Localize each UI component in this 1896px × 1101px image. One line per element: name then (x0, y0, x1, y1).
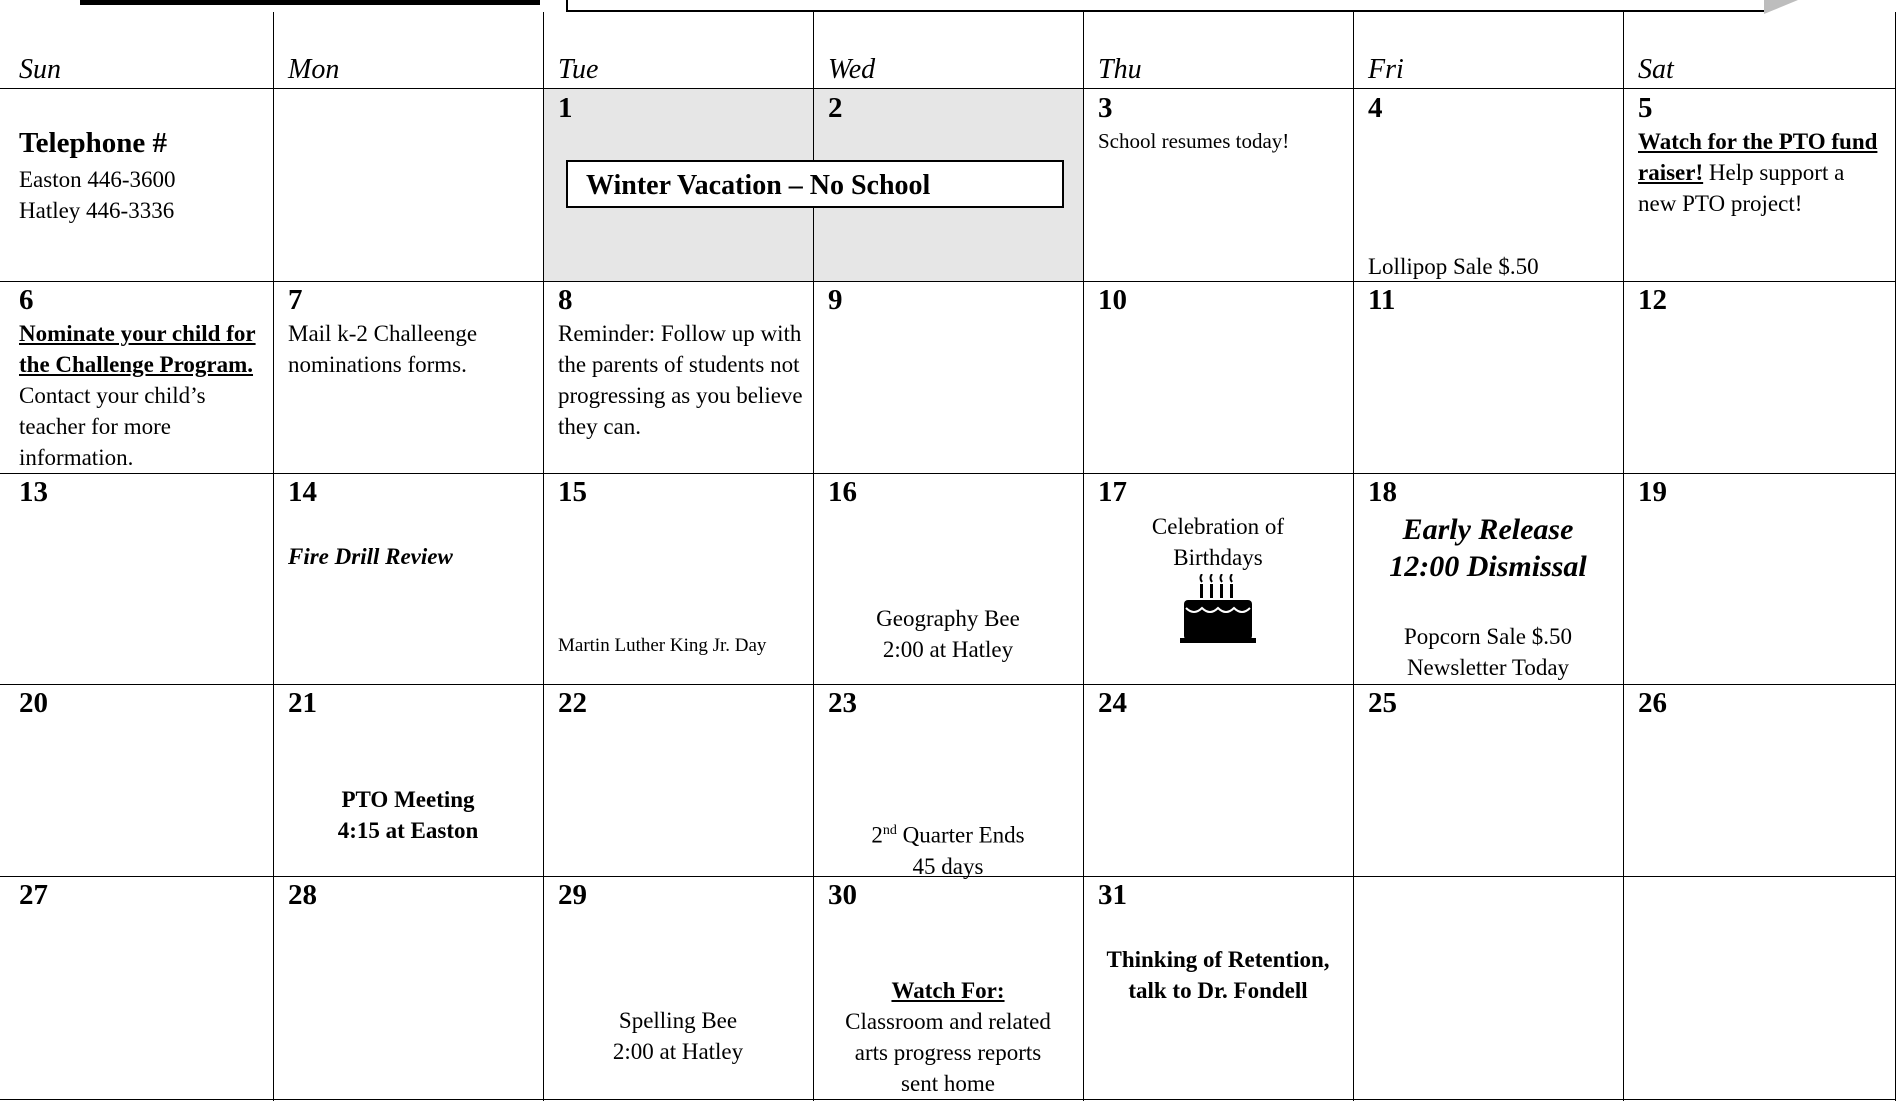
birthday-cake-icon (1180, 574, 1256, 650)
event-retention: Thinking of Retention, talk to Dr. Fondell (1106, 947, 1330, 1003)
weekday-sat: Sat (1638, 54, 1674, 85)
day-4: 4 (1368, 92, 1383, 124)
winter-vacation-banner: Winter Vacation – No School (566, 160, 1064, 208)
day-16: 16 (828, 476, 857, 508)
day-26: 26 (1638, 687, 1667, 719)
birthdays-line1: Celebration of (1151, 514, 1285, 539)
day-23: 23 (828, 687, 857, 719)
weekday-tue: Tue (558, 54, 599, 85)
day-25: 25 (1368, 687, 1397, 719)
header-box (566, 0, 1766, 12)
watch-for-line3: sent home (901, 1071, 995, 1096)
event-pto-fundraiser (1638, 126, 1883, 219)
day-28: 28 (288, 879, 317, 911)
nominate-body: Contact your child’s teacher for more information. (19, 383, 206, 470)
pto-fundraiser-body: Help support a new PTO project! (1638, 160, 1845, 216)
event-mlk-day: Martin Luther King Jr. Day (558, 635, 767, 656)
header-bar (80, 0, 540, 5)
popcorn-sale: Popcorn Sale $.50 (1403, 624, 1572, 649)
day-20: 20 (19, 687, 48, 719)
event-spelling-bee (543, 1005, 813, 1067)
day-15: 15 (558, 476, 587, 508)
day-1: 1 (558, 92, 573, 124)
day-31: 31 (1098, 879, 1127, 911)
weekday-mon: Mon (288, 54, 340, 85)
watch-for-line1: Classroom and related (845, 1009, 1051, 1034)
day-22: 22 (558, 687, 587, 719)
weekday-wed: Wed (828, 54, 876, 85)
event-quarter-ends (813, 815, 1083, 882)
day-7: 7 (288, 284, 303, 316)
day-2: 2 (828, 92, 843, 124)
telephone-title: Telephone # (19, 127, 167, 159)
event-pto-meeting (273, 784, 543, 846)
day-6: 6 (19, 284, 34, 316)
day-18: 18 (1368, 476, 1397, 508)
birthdays-line2: Birthdays (1173, 545, 1263, 570)
weekday-sun: Sun (19, 54, 61, 85)
header-corner (1764, 0, 1798, 14)
day-9: 9 (828, 284, 843, 316)
day-11: 11 (1368, 284, 1396, 316)
day-27: 27 (19, 879, 48, 911)
day-24: 24 (1098, 687, 1127, 719)
pto-meeting-time: 4:15 at Easton (337, 818, 479, 843)
event-school-resumes: School resumes today! (1098, 129, 1290, 153)
event-geography-bee (813, 603, 1083, 665)
event-lollipop-sale: Lollipop Sale $.50 (1368, 254, 1539, 279)
geography-bee-time: 2:00 at Hatley (882, 637, 1014, 662)
nominate-heading: Nominate your child for the Challenge Program. (19, 321, 256, 377)
spelling-bee-time: 2:00 at Hatley (612, 1039, 744, 1064)
telephone-hatley: Hatley 446-3336 (19, 198, 175, 223)
day-13: 13 (19, 476, 48, 508)
day-30: 30 (828, 879, 857, 911)
early-release-line1: Early Release (1402, 513, 1574, 546)
day-5: 5 (1638, 92, 1653, 124)
day-19: 19 (1638, 476, 1667, 508)
telephone-easton: Easton 446-3600 (19, 167, 176, 192)
day-14: 14 (288, 476, 317, 508)
event-watch-for (813, 975, 1083, 1099)
watch-for-line2: arts progress reports (854, 1040, 1042, 1065)
day-8: 8 (558, 284, 573, 316)
geography-bee-title: Geography Bee (876, 606, 1020, 631)
day-29: 29 (558, 879, 587, 911)
event-fire-drill: Fire Drill Review (288, 544, 453, 569)
event-early-release (1353, 511, 1623, 585)
event-popcorn-newsletter (1353, 621, 1623, 683)
day-3: 3 (1098, 92, 1113, 124)
pto-fundraiser-heading: Watch for the PTO fund raiser! (1638, 129, 1878, 185)
day-21: 21 (288, 687, 317, 719)
day-17: 17 (1098, 476, 1127, 508)
weekday-thu: Thu (1098, 54, 1142, 85)
watch-for-heading: Watch For: (891, 978, 1005, 1003)
pto-meeting-title: PTO Meeting (341, 787, 475, 812)
day-10: 10 (1098, 284, 1127, 316)
event-reminder: Reminder: Follow up with the parents of students not progressing as you believe they can. (558, 321, 803, 439)
spelling-bee-title: Spelling Bee (618, 1008, 738, 1033)
quarter-ends-line1: 2nd Quarter Ends (871, 822, 1025, 848)
day-12: 12 (1638, 284, 1667, 316)
early-release-line2: 12:00 Dismissal (1389, 550, 1587, 583)
event-nominate-challenge (19, 318, 269, 473)
newsletter-today: Newsletter Today (1406, 655, 1570, 680)
quarter-ends-days: 45 days (912, 853, 984, 879)
event-birthdays (1083, 511, 1353, 573)
weekday-fri: Fri (1368, 54, 1404, 85)
event-mail-k2: Mail k-2 Challeenge nominations forms. (288, 321, 478, 377)
